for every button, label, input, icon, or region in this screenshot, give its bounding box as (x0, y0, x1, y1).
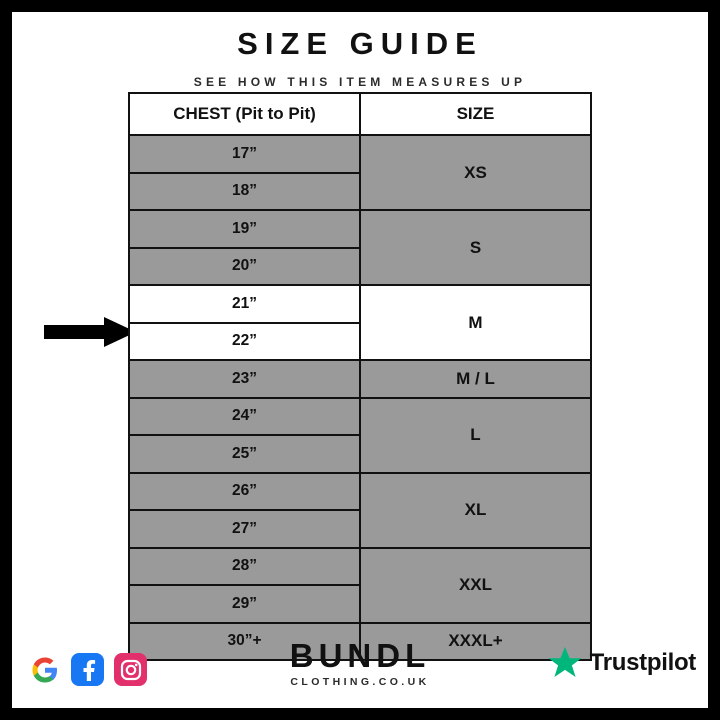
trustpilot-badge[interactable] (547, 646, 696, 680)
size-label-cell: M / L (360, 360, 591, 398)
size-label-cell: XL (360, 473, 591, 548)
size-label-cell: L (360, 398, 591, 473)
chest-measurement-cell: 27” (129, 510, 360, 548)
table-row (129, 398, 591, 436)
table-row (129, 210, 591, 248)
header-chest: CHEST (Pit to Pit) (129, 93, 360, 135)
size-label-cell: XXL (360, 548, 591, 623)
chest-measurement-cell: 30”+ (129, 623, 360, 661)
header-size: SIZE (360, 93, 591, 135)
chest-measurement-cell: 18” (129, 173, 360, 211)
chest-measurement-cell: 29” (129, 585, 360, 623)
page-subtitle: SEE HOW THIS ITEM MEASURES UP (193, 75, 527, 89)
page-title: SIZE GUIDE (237, 26, 483, 61)
brand-name: BUNDL (289, 637, 431, 675)
chest-measurement-cell: 17” (129, 135, 360, 173)
size-table-body (129, 135, 591, 660)
size-guide-card (12, 12, 708, 708)
table-row (129, 360, 591, 398)
chest-measurement-cell: 24” (129, 398, 360, 436)
chest-measurement-cell: 25” (129, 435, 360, 473)
size-table (128, 92, 592, 661)
size-table-wrapper (128, 92, 592, 661)
brand-domain: CLOTHING.CO.UK (290, 676, 430, 688)
chest-measurement-cell: 19” (129, 210, 360, 248)
size-label-cell: S (360, 210, 591, 285)
highlight-arrow-icon (44, 315, 136, 349)
table-row (129, 285, 591, 323)
chest-measurement-cell: 26” (129, 473, 360, 511)
chest-measurement-cell: 20” (129, 248, 360, 286)
trustpilot-label: Trustpilot (589, 649, 696, 676)
chest-measurement-cell: 23” (129, 360, 360, 398)
chest-measurement-cell: 22” (129, 323, 360, 361)
size-label-cell: XS (360, 135, 591, 210)
footer (12, 622, 708, 694)
table-row (129, 548, 591, 586)
size-label-cell: XXXL+ (360, 623, 591, 661)
chest-measurement-cell: 28” (129, 548, 360, 586)
trustpilot-star-icon (547, 646, 583, 680)
table-header-row (129, 93, 591, 135)
chest-measurement-cell: 21” (129, 285, 360, 323)
table-row (129, 473, 591, 511)
size-label-cell: M (360, 285, 591, 360)
size-table-head (129, 93, 591, 135)
table-row (129, 135, 591, 173)
